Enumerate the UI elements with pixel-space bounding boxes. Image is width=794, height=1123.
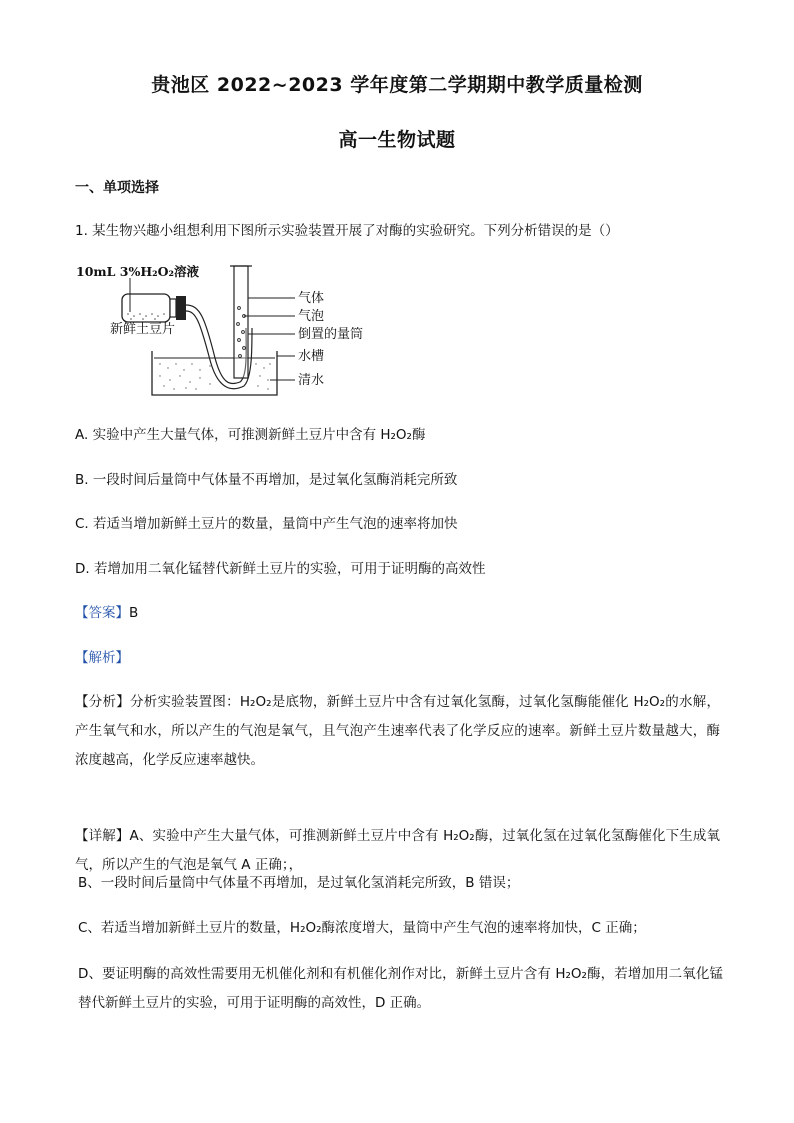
option-c: C. 若适当增加新鲜土豆片的数量，量筒中产生气泡的速率将加快 [75,516,458,532]
solution-label: 10mL 3%H₂O₂溶液 [76,264,199,279]
analysis-tag: 【解析】 [75,650,129,666]
bubble-label: 气泡 [298,309,325,324]
detail-b: B、一段时间后量筒中气体量不再增加，是过氧化氢消耗完所致，B 错误； [78,875,520,891]
water-dots [159,363,270,389]
answer-value: B [129,605,139,621]
answer-line [75,603,138,623]
exam-title: 贵池区 2022~2023 学年度第二学期期中教学质量检测 [151,74,643,96]
question-stem: 1. 某生物兴趣小组想利用下图所示实验装置开展了对酶的实验研究。下列分析错误的是（） [75,223,619,239]
detail-a: A、实验中产生大量气体，可推测新鲜土豆片中含有 H₂O₂酶，过氧化氢在过氧化氢酶催化下生成氧气，所以产生的气泡是氧气 A 正确；， [75,828,720,873]
detail-d: D、要证明酶的高效性需要用无机催化剂和有机催化剂作对比，新鲜土豆片含有 H₂O₂酶，若增加用二氧化锰替代新鲜土豆片的实验，可用于证明酶的高效性，D 正确。 [78,966,723,1011]
option-b: B. 一段时间后量筒中气体量不再增加，是过氧化氢酶消耗完所致 [75,472,458,488]
cylinder-label: 倒置的量筒 [298,327,364,342]
water-label: 清水 [298,373,325,388]
detail-c: C、若适当增加新鲜土豆片的数量，H₂O₂酶浓度增大，量筒中产生气泡的速率将加快，C 正确； [78,920,646,936]
analysis-line [75,648,129,668]
explain-tag: 【分析】 [75,694,130,710]
section-heading: 一、单项选择 [75,180,159,196]
gas-label: 气体 [298,291,325,306]
explain-paragraph [75,688,720,775]
detail-tag: 【详解】 [75,828,130,844]
explain-text: 分析实验装置图：H₂O₂是底物，新鲜土豆片中含有过氧化氢酶，过氧化氢酶能催化 H₂O₂的水解，产生氧气和水，所以产生的气泡是氧气，且气泡产生速率代表了化学反应的速率。新鲜土豆片数量越大，酶浓度越高，化学反应速率越快。 [75,694,721,768]
potato-label: 新鲜土豆片 [110,322,176,337]
tank-label: 水槽 [298,349,325,364]
option-d: D. 若增加用二氧化锰替代新鲜土豆片的实验，可用于证明酶的高效性 [75,561,486,577]
exam-subtitle: 高一生物试题 [338,129,456,151]
option-a: A. 实验中产生大量气体，可推测新鲜土豆片中含有 H₂O₂酶 [75,427,426,443]
answer-tag: 【答案】 [75,605,129,621]
experiment-figure [70,258,370,408]
